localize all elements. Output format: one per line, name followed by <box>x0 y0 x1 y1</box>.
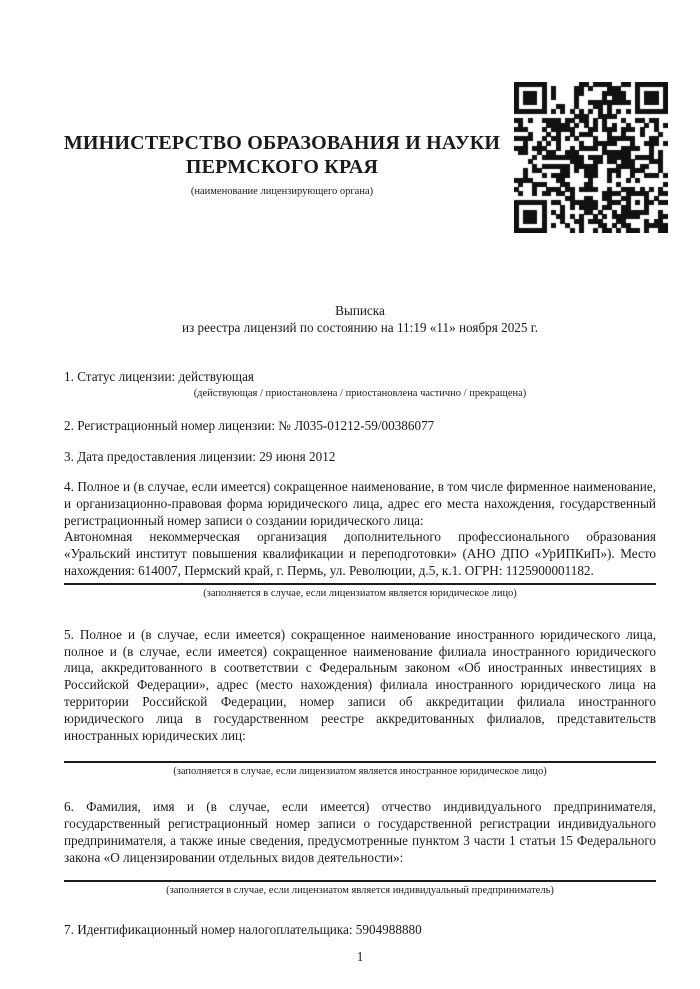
item-6-fill-line <box>64 880 656 882</box>
item-5-fill-line <box>64 761 656 763</box>
item-4-caption: (заполняется в случае, если лицензиатом является юридическое лицо) <box>203 587 517 599</box>
item-5-caption: (заполняется в случае, если лицензиатом является иностранное юридическое лицо) <box>173 766 547 778</box>
item-7-taxpayer-number: 7. Идентификационный номер налогоплательщика: 5904988880 <box>64 921 422 937</box>
item-3-grant-date: 3. Дата предоставления лицензии: 29 июня 2012 <box>64 449 336 465</box>
item-4-fill-line <box>64 583 656 585</box>
document-title-line2: из реестра лицензий по состоянию на 11:19 «11» ноября 2025 г. <box>181 319 539 335</box>
licensing-authority-name-line2: ПЕРМСКОГО КРАЯ <box>185 156 379 178</box>
licensing-authority-name-line1: МИНИСТЕРСТВО ОБРАЗОВАНИЯ И НАУКИ <box>63 132 501 154</box>
item-6-caption: (заполняется в случае, если лицензиатом является индивидуальный предприниматель) <box>166 884 554 896</box>
item-6-entrepreneur-prompt: 6. Фамилия, имя и (в случае, если имеется) отчество индивидуального предпринимателя, государственный регистрационный номер записи о государственной регистрации индивидуального предпринимателя, а также иные сведения, предусмотренные пунктом 3 части 1 статьи 15 Федерального закона «О лицензировании отдельных видов деятельности»: <box>64 799 656 865</box>
page-number: 1 <box>356 949 364 965</box>
item-1-license-status: 1. Статус лицензии: действующая <box>64 368 255 384</box>
item-4-legal-entity-prompt: 4. Полное и (в случае, если имеется) сокращенное наименование, в том числе фирменное наименование, и организационно-правовая форма юридического лица, адрес его места нахождения, государственный регистрационный номер записи о создании юридического лица: <box>64 478 656 528</box>
item-5-foreign-entity-prompt: 5. Полное и (в случае, если имеется) сокращенное наименование иностранного юридического лица, полное и (в случае, если имеется) сокращенное наименование филиала иностранного юридического лица, аккредитованного в соответствии с Федеральным законом «Об иностранных инвестициях в Российской Федерации», адрес (место нахождения) филиала иностранного юридического лица на территории Российской Федерации, номер записи об аккредитации филиала иностранного юридического лица в государственном реестре аккредитованных филиалов, представительств иностранных юридических лиц: <box>64 626 656 743</box>
licensing-authority-caption: (наименование лицензирующего органа) <box>190 186 374 197</box>
document-body <box>64 303 656 966</box>
item-1-caption: (действующая / приостановлена / приостановлена частично / прекращена) <box>193 388 527 400</box>
qr-code <box>514 82 668 233</box>
item-2-registration-number: 2. Регистрационный номер лицензии: № Л035-01212-59/00386077 <box>64 418 435 434</box>
letterhead <box>62 131 502 198</box>
document-title <box>64 303 656 337</box>
item-4-legal-entity-value: Автономная некоммерческая организация дополнительного профессионального образования «Уральский институт повышения квалификации и переподготовки» (АНО ДПО «УрИПКиП»). Место нахождения: 614007, Пермский край, г. Пермь, ул. Революции, д.5, к.1. ОГРН: 1125900001182. <box>64 529 656 578</box>
document-title-line1: Выписка <box>335 303 385 318</box>
